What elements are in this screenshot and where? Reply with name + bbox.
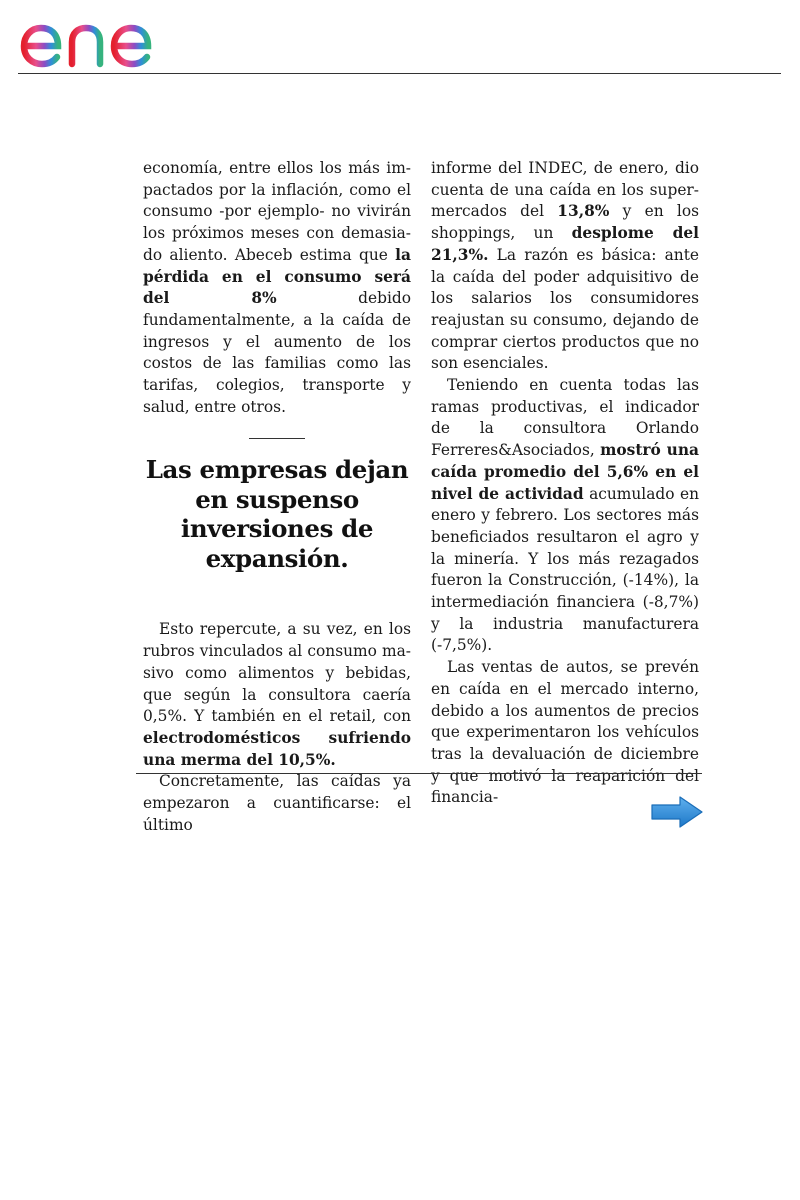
article-bottom-divider — [136, 773, 702, 774]
paragraph: Teniendo en cuenta todas las ramas productivas, el indicador de la consultora Orlando Ferreres&Asociados, mostró una caída promedio del 5,6% en el nivel de actividad acumulado en enero y febrero. Los sectores más beneficiados resultaron el agro y la minería. Y los más rezagados fueron la Construcción, (-14%), la intermediación financiera (-8,7%) y la industria manufacturera (-7,5%). — [431, 376, 699, 655]
paragraph: economía, entre ellos los más impactados por la inflación, como el consumo -por ejemplo- no vivirán los próximos meses con demasiado aliento. Abeceb estima que la pérdida en el consumo será del 8% debido fundamentalmente, a la caída de ingresos y el aumento de los costos de las familias como las tarifas, colegios, transporte y salud, entre otros. — [143, 159, 411, 416]
paragraph: informe del INDEC, de enero, dio cuenta de una caída en los supermercados del 13,8% y en los shoppings, un desplome del 21,3%. La razón es básica: ante la caída del poder adquisitivo de los salarios los consumidores reajustan su consumo, dejando de comprar ciertos productos que no son esenciales. — [431, 159, 700, 373]
paragraph: Las ventas de autos, se prevén en caída en el mercado interno, debido a los aumentos de precios que experimentaron los vehículos tras la devaluación de diciembre y que motivó la reaparición del financia- — [431, 658, 699, 807]
svg-text:enel: enel — [106, 71, 109, 72]
paragraph: Esto repercute, a su vez, en los rubros vinculados al consumo masivo como alimentos y bebidas, que según la consultora caería 0,5%. Y también en el retail, con electrodomésticos sufriendo una merma del 10,5%. — [143, 620, 411, 769]
header-divider — [18, 73, 781, 74]
paragraph: Concretamente, las caídas ya empezaron a cuantificarse: el último — [143, 772, 411, 834]
section-heading: Las empresas dejan en suspenso inversiones de expansión. — [145, 455, 409, 573]
enel-logo — [18, 6, 194, 72]
article-column-right — [431, 158, 699, 809]
article-column-left — [143, 158, 411, 836]
heading-divider — [249, 438, 305, 439]
arrow-right-icon[interactable] — [650, 795, 704, 829]
